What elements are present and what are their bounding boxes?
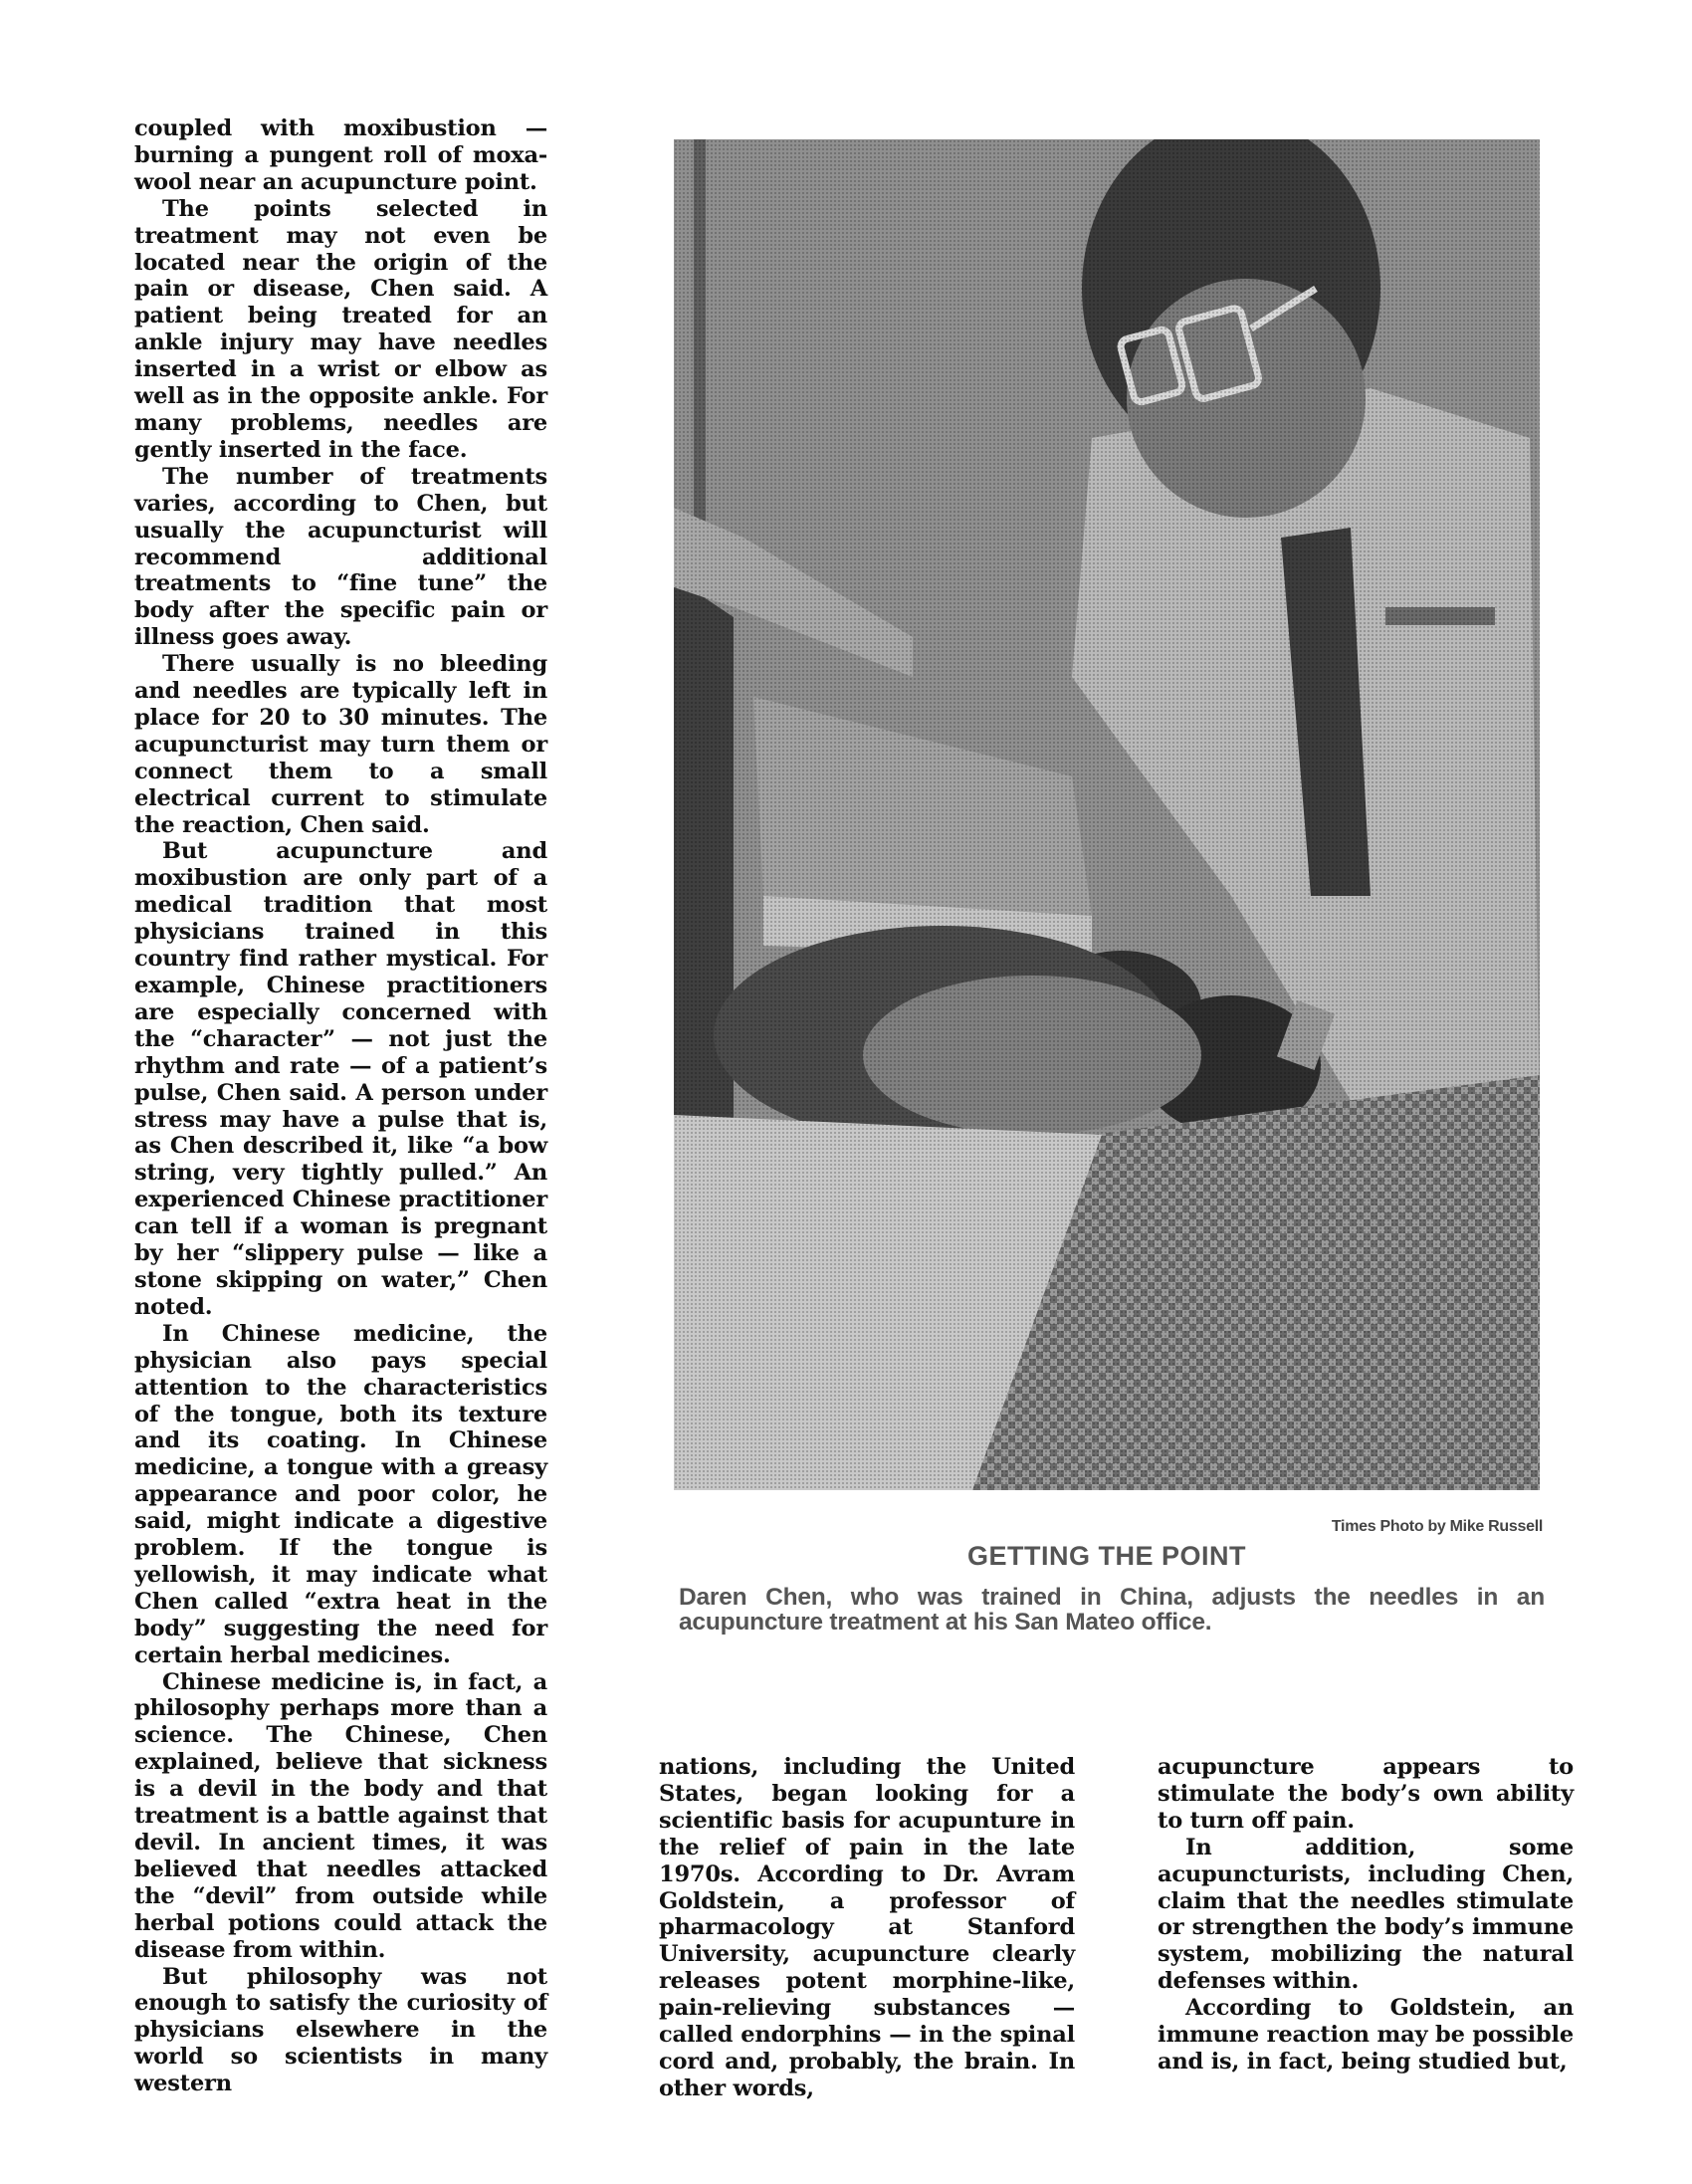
paragraph: The number of treatments varies, according to Chen, but usually the acupuncturist will recommend additional treatments to “fine tune” the body after the specific pain or illness goes away. [134,463,547,651]
paragraph: Chinese medicine is, in fact, a philosophy perhaps more than a science. The Chinese, Chen explained, believe that sickness is a devil in the body and that treatment is a battle against that devil. In ancient times, it was believed that needles attacked the “devil” from outside while herbal potions could attack the disease from within. [134,1668,547,1963]
photo-credit: Times Photo by Mike Russell [1331,1518,1543,1535]
paragraph: In addition, some acupuncturists, including Chen, claim that the needles stimulate or strengthen the body’s immune system, mobilizing the natural defenses within. [1158,1834,1574,1995]
paragraph: According to Goldstein, an immune reaction may be possible and is, in fact, being studied but, [1158,1995,1574,2075]
paragraph: There usually is no bleeding and needles are typically left in place for 20 to 30 minutes. The acupuncturist may turn them or connect them to a small electrical current to stimulate the reaction, Chen said. [134,651,547,838]
news-photo [674,139,1540,1490]
paragraph: acupuncture appears to stimulate the body’s own ability to turn off pain. [1158,1754,1574,1834]
article-column-middle [659,1754,1075,2102]
paragraph: In Chinese medicine, the physician also pays special attention to the characteristics of the tongue, both its texture and its coating. In Chinese medicine, a tongue with a greasy appearance and poor color, he said, might indicate a digestive problem. If the tongue is yellowish, it may indicate what Chen called “extra heat in the body” suggesting the need for certain herbal medicines. [134,1320,547,1668]
photo-caption: Daren Chen, who was trained in China, adjusts the needles in an acupuncture treatment at his San Mateo office. [679,1584,1545,1636]
photo-headline: GETTING THE POINT [966,1541,1246,1571]
paragraph: nations, including the United States, began looking for a scientific basis for acupunture in the relief of pain in the late 1970s. According to Dr. Avram Goldstein, a professor of pharmacology at Stanford University, acupuncture clearly releases potent morphine-like, pain-relieving substances — called endorphins — in the spinal cord and, probably, the brain. In other words, [659,1754,1075,2101]
paragraph: But philosophy was not enough to satisfy the curiosity of physicians elsewhere in the world so scientists in many western [134,1963,547,2097]
paragraph: coupled with moxibustion — burning a pungent roll of moxa-wool near an acupuncture point. [134,115,547,195]
paragraph: The points selected in treatment may not even be located near the origin of the pain or disease, Chen said. A patient being treated for an ankle injury may have needles inserted in a wrist or elbow as well as in the opposite ankle. For many problems, needles are gently inserted in the face. [134,195,547,463]
article-column-left [134,115,547,2097]
photo-illustration [674,139,1540,1490]
paragraph: But acupuncture and moxibustion are only part of a medical tradition that most physicians trained in this country find rather mystical. For example, Chinese practitioners are especially concerned with the “character” — not just the rhythm and rate — of a patient’s pulse, Chen said. A person under stress may have a pulse that is, as Chen described it, like “a bow string, very tightly pulled.” An experienced Chinese practitioner can tell if a woman is pregnant by her “slippery pulse — like a stone skipping on water,” Chen noted. [134,838,547,1320]
article-column-right [1158,1754,1574,2075]
